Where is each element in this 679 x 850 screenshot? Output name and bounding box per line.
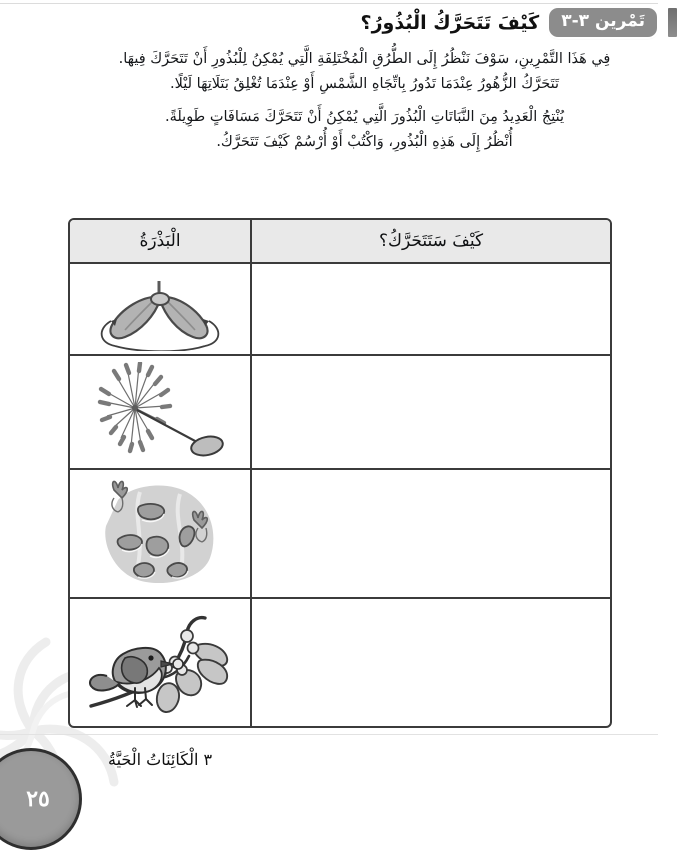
seed-cell-2 xyxy=(70,356,252,468)
seed-cell-1 xyxy=(70,264,252,354)
seeds-in-animal-fur-icon xyxy=(84,478,236,590)
intro-text-block xyxy=(80,47,649,155)
bird-on-mistletoe-branch-icon xyxy=(83,606,238,722)
intro-paragraph-1: فِي هَذَا التَّمْرِينِ، سَوْفَ نَنْظُرُ إِلَى الطُّرُقِ الْمُخْتَلِفَةِ الَّتِي يُمْكِنُ لِلْبُذُورِ أَنْ تَتَحَرَّكَ فِيهَا. xyxy=(118,51,611,67)
seed-cell-3 xyxy=(70,470,252,597)
intro-paragraph-2: تَتَحَرَّكُ الزُّهُورُ عِنْدَمَا تَدُورُ بِاتِّجَاهِ الشَّمْسِ أَوْ عِنْدَمَا تُغْلِقُ بَتَلَاتِهَا لَيْلًا. xyxy=(169,76,560,92)
intro-paragraph-3: يُنْتِجُ الْعَدِيدُ مِنَ النَّبَاتَاتِ الْبُذُورَ الَّتِي يُمْكِنُ أَنْ تَتَحَرَّكَ مَسَافَاتٍ طَوِيلَةً. xyxy=(164,109,565,125)
column-header-seed: الْبَذْرَةُ xyxy=(70,220,252,262)
dandelion-pappus-seed-icon xyxy=(85,362,235,462)
maple-samara-winged-seed-icon xyxy=(85,267,235,351)
chapter-label: ٣ الْكَائِنَاتُ الْحَيَّةُ xyxy=(108,750,213,769)
table-row xyxy=(70,356,610,470)
footer-divider xyxy=(0,734,658,735)
exercise-header xyxy=(60,8,657,37)
vertical-scrollbar[interactable] xyxy=(667,0,679,806)
page-footer xyxy=(0,734,679,812)
table-row xyxy=(70,470,610,599)
top-divider xyxy=(0,3,658,4)
intro-paragraph-4: أُنْظُرُ إِلَى هَذِهِ الْبُذُورِ، وَاكْتُبْ أَوْ أُرْسُمْ كَيْفَ تَتَحَرَّكُ. xyxy=(216,134,513,150)
seed-movement-table xyxy=(68,218,612,728)
exercise-badge: تَمْرين ٣-٣ xyxy=(549,8,657,37)
page-number-badge xyxy=(0,748,82,850)
seed-cell-4 xyxy=(70,599,252,728)
scrollbar-thumb[interactable] xyxy=(668,8,677,37)
answer-cell-4[interactable] xyxy=(252,599,610,728)
answer-cell-1[interactable] xyxy=(252,264,610,354)
table-header-row xyxy=(70,220,610,264)
table-row xyxy=(70,264,610,356)
page-number: ٢٥ xyxy=(26,786,50,812)
table-row xyxy=(70,599,610,728)
column-header-answer: كَيْفَ سَتَتَحَرَّكُ؟ xyxy=(378,231,484,251)
answer-cell-2[interactable] xyxy=(252,356,610,468)
page-title: كَيْفَ تَتَحَرَّكُ الْبُذُورُ؟ xyxy=(360,11,540,34)
answer-cell-3[interactable] xyxy=(252,470,610,597)
